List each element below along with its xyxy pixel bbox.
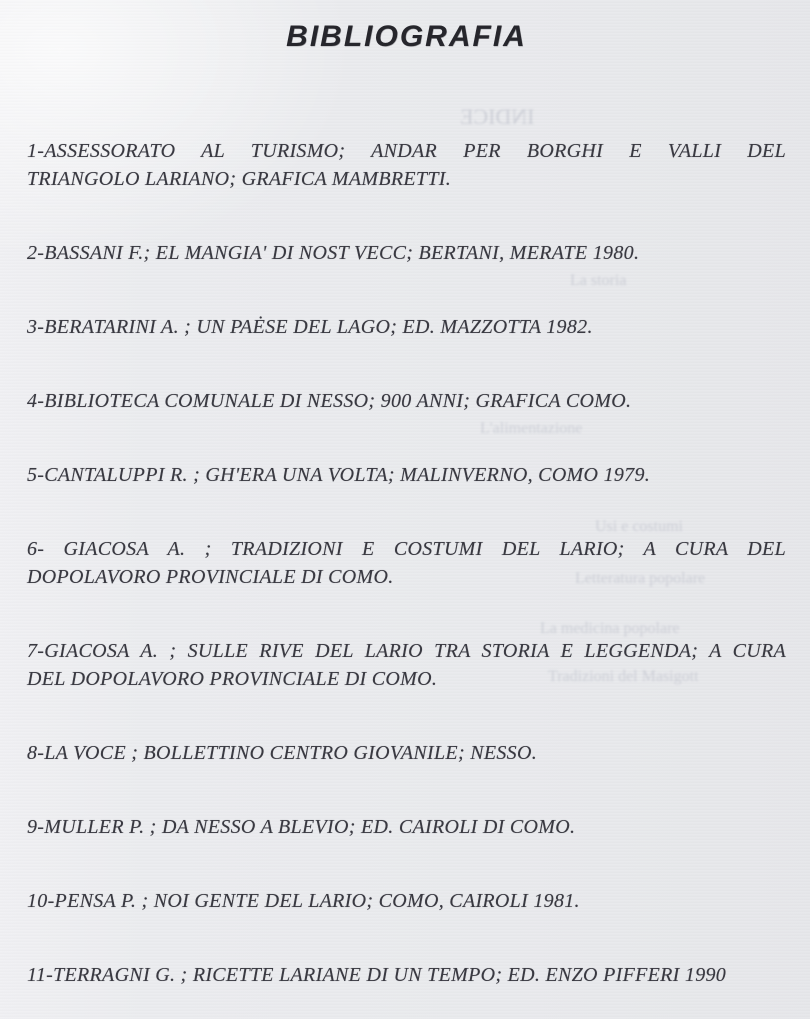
bibliography-entry-2 bbox=[27, 239, 786, 267]
entry-line: 2-BASSANI F.; EL MANGIA' DI NOST VECC; BERTANI, MERATE 1980. bbox=[27, 242, 640, 264]
bibliography-entry-8 bbox=[27, 739, 786, 767]
entry-line: 6- GIACOSA A. ; TRADIZIONI E COSTUMI DEL LARIO; A CURA DEL bbox=[27, 538, 786, 560]
entry-line: 5-CANTALUPPI R. ; GH'ERA UNA VOLTA; MALINVERNO, COMO 1979. bbox=[27, 464, 651, 486]
bleed-through-text: La storia bbox=[570, 272, 627, 289]
bibliography-entry-9 bbox=[27, 813, 786, 841]
bleed-through-text: La medicina popolare bbox=[540, 620, 680, 637]
bleed-through-text: L'alimentazione bbox=[480, 420, 583, 437]
bibliography-entry-10 bbox=[27, 887, 786, 915]
entry-line: 1-ASSESSORATO AL TURISMO; ANDAR PER BORGHI E VALLI DEL bbox=[27, 140, 786, 162]
entry-line: 11-TERRAGNI G. ; RICETTE LARIANE DI UN TEMPO; ED. ENZO PIFFERI 1990 bbox=[27, 964, 727, 986]
bleed-through-text: Letteratura popolare bbox=[575, 570, 706, 587]
bibliography-entry-1 bbox=[27, 137, 786, 193]
bibliography-entry-11 bbox=[27, 961, 786, 989]
entry-line: 4-BIBLIOTECA COMUNALE DI NESSO; 900 ANNI; GRAFICA COMO. bbox=[27, 390, 632, 412]
bibliography-entry-4 bbox=[27, 387, 786, 415]
bleed-through-text: INDICE bbox=[460, 104, 535, 129]
entry-line: 9-MULLER P. ; DA NESSO A BLEVIO; ED. CAIROLI DI COMO. bbox=[27, 816, 576, 838]
entry-line: TRIANGOLO LARIANO; GRAFICA MAMBRETTI. bbox=[27, 168, 452, 190]
bibliography-entry-5 bbox=[27, 461, 786, 489]
entry-line: 3-BERATARINI A. ; UN PAĖSE DEL LAGO; ED. MAZZOTTA 1982. bbox=[27, 316, 593, 338]
entry-line: DOPOLAVORO PROVINCIALE DI COMO. bbox=[27, 566, 394, 588]
bibliography-entry-6 bbox=[27, 535, 786, 591]
entry-line: 7-GIACOSA A. ; SULLE RIVE DEL LARIO TRA STORIA E LEGGENDA; A CURA bbox=[27, 640, 786, 662]
bleed-through-text: Tradizioni del Masigott bbox=[548, 668, 699, 685]
entry-line: 8-LA VOCE ; BOLLETTINO CENTRO GIOVANILE; NESSO. bbox=[27, 742, 538, 764]
bibliography-entry-3 bbox=[27, 313, 786, 341]
bleed-through-text: Usi e costumi bbox=[595, 518, 683, 535]
entry-line: DEL DOPOLAVORO PROVINCIALE DI COMO. bbox=[27, 668, 438, 690]
page-title: BIBLIOGRAFIA bbox=[286, 20, 527, 53]
entry-line: 10-PENSA P. ; NOI GENTE DEL LARIO; COMO, CAIROLI 1981. bbox=[27, 890, 580, 912]
bibliography-entry-7 bbox=[27, 637, 786, 693]
